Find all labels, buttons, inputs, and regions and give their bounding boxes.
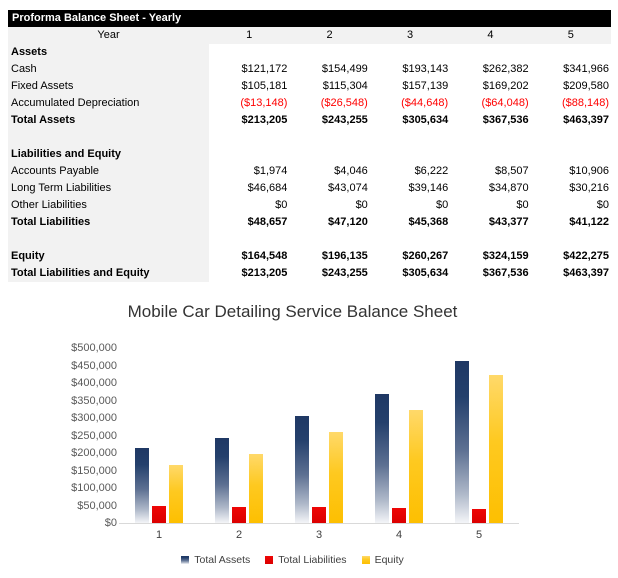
row-label-empty[interactable] <box>8 231 209 248</box>
y-axis-tick-label: $350,000 <box>71 394 117 407</box>
table-cell[interactable]: $305,634 <box>402 114 449 126</box>
table-cell[interactable] <box>370 129 450 146</box>
x-axis-category-label: 2 <box>235 529 243 541</box>
table-cell[interactable]: $196,135 <box>321 250 368 262</box>
row-label[interactable]: Total Assets <box>8 112 209 129</box>
row-label[interactable]: Assets <box>8 44 209 61</box>
table-cell[interactable] <box>209 231 289 248</box>
table-row <box>8 214 611 231</box>
table-cell[interactable]: $105,181 <box>241 80 288 92</box>
table-title-bar: Proforma Balance Sheet - Yearly <box>8 10 611 27</box>
y-axis-tick-label: $250,000 <box>71 429 117 442</box>
table-cell[interactable] <box>531 129 611 146</box>
bar-equity-year-4[interactable] <box>409 410 423 523</box>
row-label[interactable]: Equity <box>8 248 209 265</box>
bar-total-assets-year-3[interactable] <box>295 416 309 523</box>
row-label[interactable]: Accounts Payable <box>8 163 209 180</box>
table-row <box>8 61 611 78</box>
table-cell[interactable] <box>531 146 611 163</box>
year-column-header[interactable]: 2 <box>326 29 333 41</box>
table-cell[interactable]: $169,202 <box>482 80 529 92</box>
row-label[interactable]: Accumulated Depreciation <box>8 95 209 112</box>
table-cell[interactable]: $367,536 <box>482 114 529 126</box>
y-axis-tick-label: $300,000 <box>71 412 117 424</box>
bar-total-liabilities-year-3[interactable] <box>312 507 326 523</box>
table-cell[interactable]: ($64,048) <box>481 97 529 109</box>
y-axis-tick-label: $450,000 <box>71 359 117 372</box>
bar-equity-year-2[interactable] <box>249 454 263 523</box>
table-cell[interactable]: $45,368 <box>408 216 449 228</box>
table-cell[interactable]: $262,382 <box>482 63 529 75</box>
spacer-row <box>8 129 611 146</box>
table-cell[interactable]: $8,507 <box>494 165 529 177</box>
table-cell[interactable]: $209,580 <box>563 80 610 92</box>
table-cell[interactable]: $41,122 <box>569 216 610 228</box>
y-axis-tick-label: $400,000 <box>71 377 117 389</box>
table-cell[interactable]: $48,657 <box>247 216 288 228</box>
table-cell[interactable]: $34,870 <box>488 182 529 194</box>
legend-label: Equity <box>374 554 404 566</box>
table-cell[interactable]: $367,536 <box>482 267 529 279</box>
table-cell[interactable] <box>531 44 611 61</box>
table-cell[interactable] <box>370 44 450 61</box>
bar-total-liabilities-year-1[interactable] <box>152 506 166 523</box>
table-row <box>8 112 611 129</box>
table-cell[interactable]: $0 <box>596 199 610 211</box>
balance-sheet-table <box>8 10 611 282</box>
table-cell[interactable]: $115,304 <box>322 80 368 92</box>
table-cell[interactable]: $341,966 <box>563 63 610 75</box>
table-row <box>8 163 611 180</box>
y-axis-tick-label: $0 <box>104 517 117 529</box>
table-cell[interactable]: $6,222 <box>414 165 449 177</box>
table-cell[interactable]: $463,397 <box>563 267 610 279</box>
chart-title: Mobile Car Detailing Service Balance Sheet <box>127 302 458 321</box>
y-axis-tick-label: $150,000 <box>71 464 117 477</box>
bar-equity-year-3[interactable] <box>329 432 343 523</box>
legend-item-total-assets[interactable] <box>181 554 250 566</box>
legend-label: Total Liabilities <box>278 554 347 566</box>
table-cell[interactable]: $243,255 <box>321 267 368 279</box>
table-cell[interactable] <box>450 231 530 248</box>
bar-total-assets-year-5[interactable] <box>455 361 469 523</box>
row-label[interactable]: Fixed Assets <box>8 78 209 95</box>
bar-total-liabilities-year-5[interactable] <box>472 509 486 523</box>
table-cell[interactable]: $43,377 <box>488 216 529 228</box>
row-label[interactable]: Total Liabilities and Equity <box>8 265 209 282</box>
table-cell[interactable] <box>450 129 530 146</box>
y-axis-tick-label: $100,000 <box>71 482 117 494</box>
table-cell[interactable]: $154,499 <box>321 63 368 75</box>
balance-sheet-chart <box>0 297 618 578</box>
table-cell[interactable]: ($44,648) <box>401 97 449 109</box>
table-header-row <box>8 27 611 44</box>
bar-total-assets-year-1[interactable] <box>135 448 149 523</box>
table-cell[interactable]: $243,255 <box>321 114 368 126</box>
table-cell[interactable]: $260,267 <box>402 250 449 262</box>
table-cell[interactable] <box>289 129 369 146</box>
x-axis-category-label: 1 <box>155 529 163 541</box>
x-axis-category-label: 3 <box>315 529 323 541</box>
table-cell[interactable]: $39,146 <box>408 182 449 194</box>
bar-total-liabilities-year-4[interactable] <box>392 508 406 523</box>
table-cell[interactable]: $4,046 <box>334 165 368 177</box>
table-row <box>8 44 611 61</box>
table-cell[interactable] <box>289 231 369 248</box>
table-cell[interactable]: $0 <box>355 199 368 211</box>
table-cell[interactable]: ($13,148) <box>240 97 288 109</box>
table-row <box>8 248 611 265</box>
table-cell[interactable] <box>370 146 450 163</box>
table-cell[interactable]: $213,205 <box>241 114 288 126</box>
row-label[interactable]: Long Term Liabilities <box>8 180 209 197</box>
table-cell[interactable]: $213,205 <box>241 267 288 279</box>
y-axis-tick-label: $500,000 <box>71 342 117 354</box>
table-cell[interactable] <box>531 231 611 248</box>
table-cell[interactable]: $10,906 <box>569 165 610 177</box>
year-column-header[interactable]: 5 <box>567 29 574 41</box>
table-row <box>8 265 611 282</box>
table-cell[interactable]: $157,139 <box>402 80 449 92</box>
legend-label: Total Assets <box>194 554 251 566</box>
balance-sheet-rows <box>8 27 611 282</box>
spacer-row <box>8 231 611 248</box>
legend-item-equity[interactable] <box>362 554 404 566</box>
table-row <box>8 95 611 112</box>
row-label-empty[interactable] <box>8 129 209 146</box>
chart-plot-area <box>119 348 519 524</box>
legend-swatch-total-liabilities <box>265 556 273 564</box>
table-cell[interactable]: ($26,548) <box>320 97 368 109</box>
table-cell[interactable] <box>209 129 289 146</box>
row-label[interactable]: Liabilities and Equity <box>8 146 209 163</box>
table-cell[interactable]: $30,216 <box>569 182 610 194</box>
legend-item-total-liabilities[interactable] <box>265 554 346 566</box>
table-cell[interactable]: $305,634 <box>402 267 449 279</box>
table-cell[interactable]: $121,172 <box>241 63 288 75</box>
x-axis-category-label: 5 <box>475 529 483 541</box>
row-label[interactable]: Cash <box>8 61 209 78</box>
table-row <box>8 78 611 95</box>
year-column-header[interactable]: 1 <box>246 29 253 41</box>
table-cell[interactable] <box>289 146 369 163</box>
table-cell[interactable]: $1,974 <box>253 165 288 177</box>
table-cell[interactable]: $193,143 <box>402 63 449 75</box>
table-cell[interactable] <box>289 44 369 61</box>
table-cell[interactable]: $0 <box>435 199 449 211</box>
table-row <box>8 146 611 163</box>
row-label[interactable]: Total Liabilities <box>8 214 209 231</box>
table-cell[interactable]: $43,074 <box>328 182 368 194</box>
bar-equity-year-5[interactable] <box>489 375 503 523</box>
table-row <box>8 197 611 214</box>
table-cell[interactable] <box>209 146 289 163</box>
table-cell[interactable]: $164,548 <box>241 250 288 262</box>
row-label[interactable]: Other Liabilities <box>8 197 209 214</box>
table-cell[interactable]: $47,120 <box>328 216 368 228</box>
table-cell[interactable] <box>450 146 530 163</box>
legend-swatch-total-assets <box>181 556 189 564</box>
year-header-label[interactable]: Year <box>8 27 209 44</box>
table-cell[interactable]: ($88,148) <box>561 97 610 109</box>
x-axis-category-label: 4 <box>395 529 403 541</box>
chart-legend <box>55 554 530 566</box>
table-cell[interactable]: $422,275 <box>563 250 610 262</box>
legend-swatch-equity <box>362 556 370 564</box>
bar-total-assets-year-2[interactable] <box>215 438 229 523</box>
table-cell[interactable]: $463,397 <box>563 114 610 126</box>
bar-total-assets-year-4[interactable] <box>375 394 389 523</box>
table-cell[interactable]: $0 <box>516 199 529 211</box>
y-axis-tick-label: $200,000 <box>71 447 117 459</box>
table-cell[interactable] <box>209 44 289 61</box>
y-axis-tick-label: $50,000 <box>77 499 117 512</box>
table-row <box>8 180 611 197</box>
table-cell[interactable] <box>370 231 450 248</box>
table-cell[interactable]: $0 <box>275 199 288 211</box>
year-column-header[interactable]: 4 <box>487 29 494 41</box>
year-column-header[interactable]: 3 <box>406 29 414 41</box>
table-cell[interactable]: $324,159 <box>482 250 529 262</box>
bar-equity-year-1[interactable] <box>169 465 183 523</box>
table-cell[interactable] <box>450 44 530 61</box>
table-cell[interactable]: $46,684 <box>247 182 288 194</box>
bar-total-liabilities-year-2[interactable] <box>232 507 246 523</box>
